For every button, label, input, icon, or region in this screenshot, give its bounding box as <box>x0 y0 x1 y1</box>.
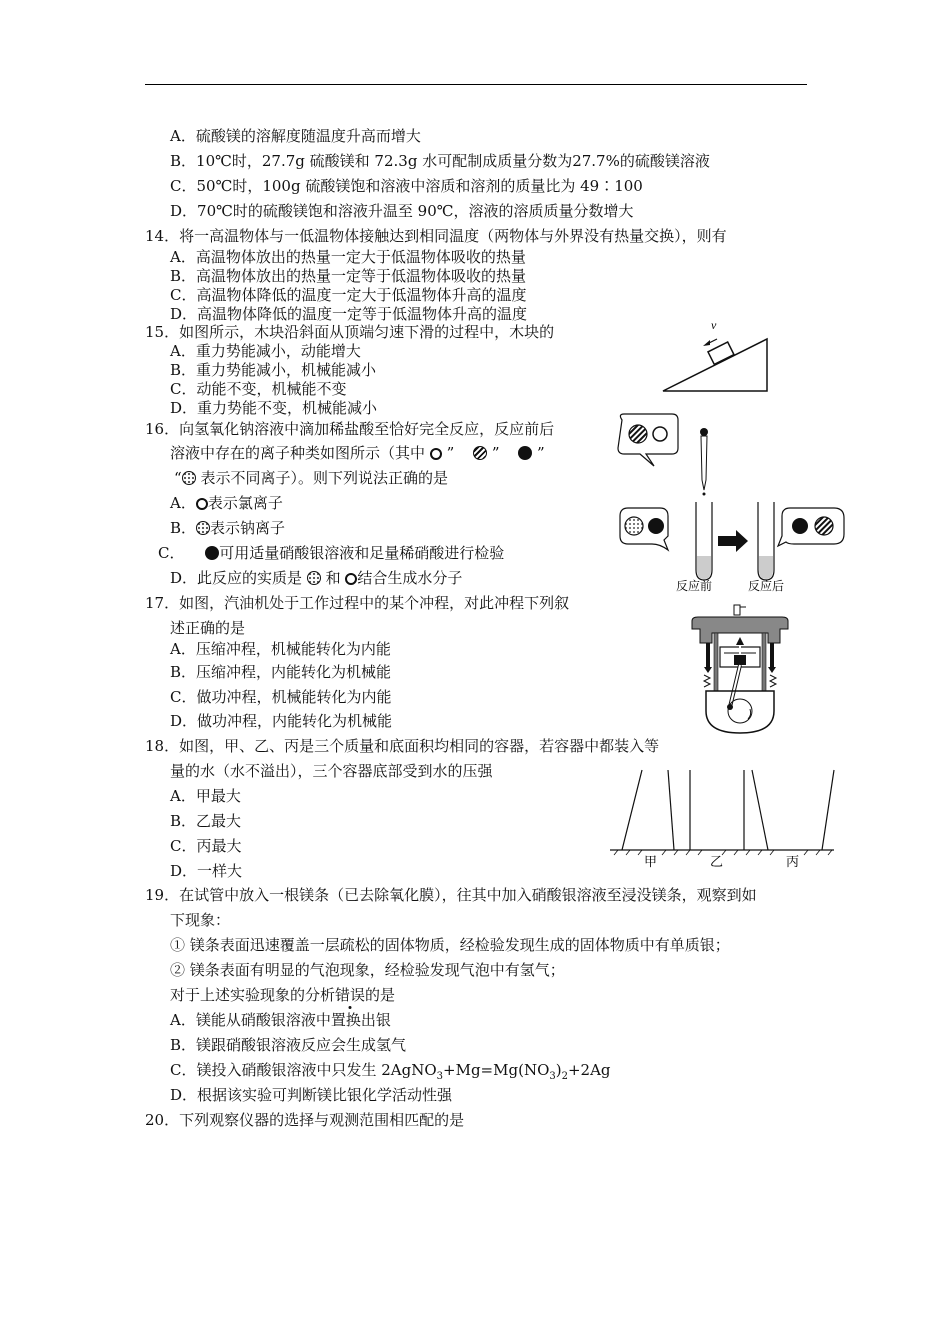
chloride-ion-icon <box>196 498 208 510</box>
label-before: 反应前 <box>676 579 713 593</box>
option-letter: C． <box>158 544 185 562</box>
hydrogen-ion-icon <box>473 446 487 460</box>
q14-option-b: B．高温物体放出的热量一定等于低温物体吸收的热量 <box>170 267 527 285</box>
solution-before <box>697 556 711 579</box>
hydrogen-ion-icon <box>629 425 647 443</box>
label-jia: 甲 <box>644 855 658 870</box>
solution-after <box>759 556 773 579</box>
q16-option-d <box>170 569 462 587</box>
arrow-head-icon <box>703 340 710 346</box>
chloride-ion-icon <box>430 448 442 460</box>
q15-option-a: A．重力势能减小，动能增大 <box>170 342 361 360</box>
sodium-ion-icon <box>196 521 210 535</box>
option-letter: B． <box>170 519 197 537</box>
q19-question <box>170 986 395 1004</box>
q16-stem-text: 表示不同离子）。则下列说法正确的是 <box>200 469 448 487</box>
label-yi: 乙 <box>710 855 724 870</box>
option-text: 可用适量硝酸银溶液和足量稀硝酸进行检验 <box>219 544 505 562</box>
container-jia-left <box>622 770 642 850</box>
containers-figure <box>608 764 838 874</box>
q16-option-a <box>170 494 283 512</box>
option-text: 结合生成水分子 <box>357 569 463 587</box>
q19-stem-line1: 19．在试管中放入一根镁条（已去除氧化膜），往其中加入硝酸银溶液至浸没镁条，观察到如 <box>145 886 757 904</box>
q18-stem-line1: 18．如图，甲、乙、丙是三个质量和底面积均相同的容器，若容器中都装入等 <box>145 737 660 755</box>
label-bing: 丙 <box>786 855 800 870</box>
q19-option-d: D．根据该实验可判断镁比银化学活动性强 <box>170 1086 453 1104</box>
reaction-figure <box>612 410 858 596</box>
q17-option-c: C．做功冲程，机械能转化为内能 <box>170 688 392 706</box>
q16-stem-line2 <box>170 444 545 462</box>
q20-stem: 20．下列观察仪器的选择与观测范围相匹配的是 <box>145 1111 465 1129</box>
q15-option-d: D．重力势能不变，机械能减小 <box>170 399 378 417</box>
q17-stem-line2: 述正确的是 <box>170 619 246 637</box>
q15-stem: 15．如图所示，木块沿斜面从顶端匀速下滑的过程中，木块的 <box>145 323 555 341</box>
question-text: 的是 <box>365 986 396 1004</box>
drop-icon <box>703 493 706 496</box>
q16-option-b <box>170 519 285 537</box>
container-jia-right <box>668 770 674 850</box>
spark-plug-icon <box>734 605 740 615</box>
sodium-ion-icon <box>625 517 643 535</box>
engine-figure <box>688 603 792 737</box>
q16-stem-line3 <box>174 469 448 487</box>
crankshaft <box>728 699 752 723</box>
subscript: 3 <box>436 1071 444 1082</box>
hydroxide-ion-icon <box>648 518 664 534</box>
q15-option-b: B．重力势能减小，机械能减小 <box>170 361 377 379</box>
option-text: 和 <box>325 569 341 587</box>
q19-stem-line2: 下现象： <box>170 911 231 929</box>
q15-option-c: C．动能不变，机械能不变 <box>170 380 347 398</box>
quote-mark: ” <box>537 444 545 462</box>
label-after: 反应后 <box>748 579 785 593</box>
hydrogen-ion-icon <box>815 517 833 535</box>
q18-stem-line2: 量的水（水不溢出），三个容器底部受到水的压强 <box>170 762 493 780</box>
q19-observation-2: ② 镁条表面有明显的气泡现象，经检验发现气泡中有氢气； <box>170 961 565 979</box>
dropper-tube <box>701 436 707 490</box>
hydroxide-ion-icon <box>518 446 532 460</box>
option-text: 表示钠离子 <box>210 519 286 537</box>
valve-spring-right <box>770 675 776 687</box>
exhaust-valve <box>770 643 774 667</box>
question-text: 对于上述实验现象的分析 <box>170 986 336 1004</box>
header-rule <box>145 84 807 85</box>
reaction-arrow-icon <box>718 530 748 552</box>
q13-option-a: A．硫酸镁的溶解度随温度升高而增大 <box>170 127 421 145</box>
q16-stem-text: 溶液中存在的离子种类如图所示（其中 <box>170 444 426 462</box>
q18-option-a: A．甲最大 <box>170 787 241 805</box>
option-text: D．此反应的实质是 <box>170 569 303 587</box>
quote-mark: “ <box>174 469 182 487</box>
equation-part: +2Ag <box>567 1061 611 1079</box>
q14-option-d: D．高温物体降低的温度一定等于低温物体升高的温度 <box>170 305 528 323</box>
container-bing-right <box>822 770 834 850</box>
q19-option-c <box>170 1061 611 1086</box>
q17-stem-line1: 17．如图，汽油机处于工作过程中的某个冲程，对此冲程下列叙 <box>145 594 570 612</box>
q18-option-c: C．丙最大 <box>170 837 242 855</box>
wooden-block <box>708 342 734 364</box>
incline-ramp <box>663 339 767 391</box>
quote-mark: ” <box>491 444 500 462</box>
q16-stem-line1: 16．向氢氧化钠溶液中滴加稀盐酸至恰好完全反应，反应前后 <box>145 420 555 438</box>
subscript: 3 <box>549 1071 556 1082</box>
sodium-ion-icon <box>182 471 196 485</box>
q13-option-b: B．10℃时，27.7g 硫酸镁和 72.3g 水可配制成质量分数为27.7%的硫酸镁溶液 <box>170 152 710 170</box>
q18-option-b: B．乙最大 <box>170 812 242 830</box>
cylinder-wall-right <box>762 633 766 691</box>
q16-option-c <box>158 544 504 562</box>
chloride-ion-icon <box>653 427 667 441</box>
intake-valve <box>706 643 710 667</box>
hydroxide-ion-icon <box>792 518 808 534</box>
container-bing-left <box>752 770 768 850</box>
q14-option-a: A．高温物体放出的热量一定大于低温物体吸收的热量 <box>170 248 526 266</box>
q14-stem: 14．将一高温物体与一低温物体接触达到相同温度（两物体与外界没有热量交换），则有 <box>145 227 727 245</box>
hydroxide-ion-icon <box>205 546 219 560</box>
subscript: 2 <box>561 1071 568 1082</box>
equation-part: C．镁投入硝酸银溶液中只发生 2AgNO <box>170 1061 437 1079</box>
cylinder-wall-left <box>714 633 718 691</box>
q19-observation-1: ① 镁条表面迅速覆盖一层疏松的固体物质，经检验发现生成的固体物质中有单质银； <box>170 936 730 954</box>
piston-up-arrow-icon <box>736 637 744 645</box>
dropper-bulb <box>700 428 708 436</box>
q17-option-a: A．压缩冲程，机械能转化为内能 <box>170 640 391 658</box>
incline-figure <box>655 315 775 397</box>
velocity-label: v <box>711 318 717 332</box>
option-text: 表示氯离子 <box>207 494 283 512</box>
q19-option-a: A．镁能从硝酸银溶液中置换出银 <box>170 1011 391 1029</box>
valve-spring-left <box>704 675 710 687</box>
q17-option-d: D．做功冲程，内能转化为机械能 <box>170 712 393 730</box>
equation-part: ) <box>555 1061 562 1079</box>
equation-part: +Mg=Mg(NO <box>443 1061 550 1079</box>
q13-option-d: D．70℃时的硫酸镁饱和溶液升温至 90℃，溶液的溶质质量分数增大 <box>170 202 634 220</box>
after-callout <box>778 508 844 546</box>
option-letter: A． <box>170 494 196 512</box>
q17-option-b: B．压缩冲程，内能转化为机械能 <box>170 663 392 681</box>
dropper-callout <box>618 414 678 466</box>
quote-mark: ” <box>446 444 455 462</box>
crankcase <box>706 691 774 733</box>
sodium-ion-icon <box>307 571 321 585</box>
q13-option-c: C．50℃时，100g 硫酸镁饱和溶液中溶质和溶剂的质量比为 49∶100 <box>170 177 643 195</box>
q18-option-d: D．一样大 <box>170 862 243 880</box>
q14-option-c: C．高温物体降低的温度一定大于低温物体升高的温度 <box>170 286 527 304</box>
q19-option-b: B．镁跟硝酸银溶液反应会生成氢气 <box>170 1036 407 1054</box>
emphasis-text: 错误 <box>335 986 366 1004</box>
chloride-ion-icon <box>345 573 357 585</box>
